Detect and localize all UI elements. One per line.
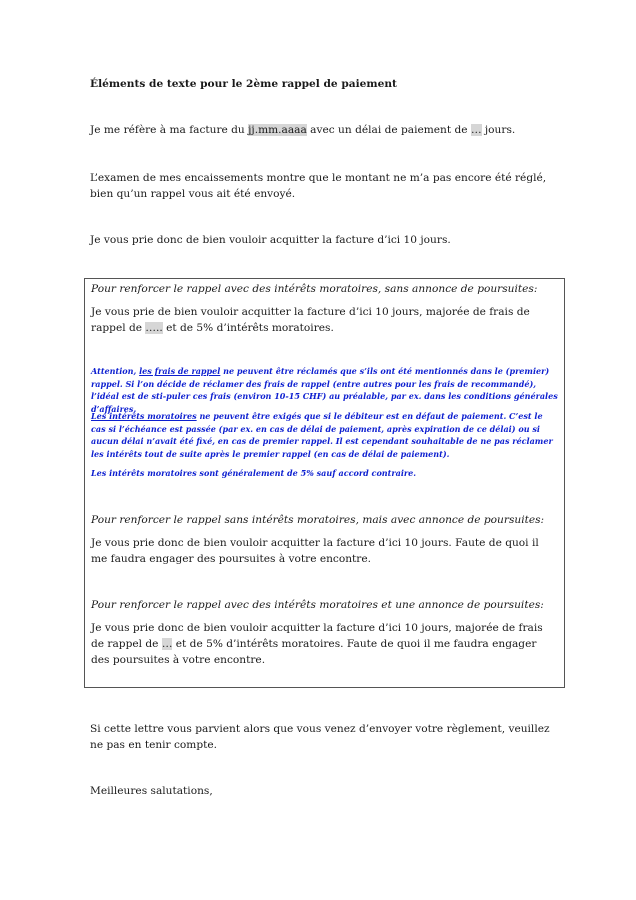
- date-placeholder: jj.mm.aaaa: [248, 124, 307, 136]
- option3-text-after: et de 5% d’intérêts moratoires. Faute de quoi il me faudra engager des poursuites à votre encontre.: [91, 638, 537, 666]
- para1-after: jours.: [481, 124, 516, 136]
- paragraph-invoice-reference: [90, 122, 560, 138]
- note-interest-rate: Les intérêts moratoires sont généralement de 5% sauf accord contraire.: [91, 468, 417, 478]
- option2-heading: Pour renforcer le rappel sans intérêts moratoires, mais avec annonce de poursuites:: [91, 514, 545, 526]
- para1-middle: avec un délai de paiement de: [306, 124, 471, 136]
- paragraph-payment-status: L’examen de mes encaissements montre que le montant ne m’a pas encore été réglé, bien qu’un rappel vous ait été envoyé.: [90, 172, 547, 200]
- option3-heading: Pour renforcer le rappel avec des intérêts moratoires et une annonce de poursuites:: [91, 599, 544, 611]
- option2-text: Je vous prie donc de bien vouloir acquitter la facture d’ici 10 jours. Faute de quoi il me faudra engager des poursuites à votre encontre.: [91, 537, 539, 565]
- option3-fee-placeholder: …: [161, 638, 173, 650]
- option1-fee-placeholder: …..: [145, 322, 163, 334]
- closing-salutation: Meilleures salutations,: [90, 785, 213, 797]
- note1-prefix: Attention,: [91, 366, 140, 376]
- note1-link[interactable]: les frais de rappel: [139, 366, 221, 376]
- note-default-interest: [91, 410, 559, 460]
- note-reminder-fees: [91, 365, 559, 415]
- option1-text-after: et de 5% d’intérêts moratoires.: [162, 322, 334, 334]
- note1-text: ne peuvent être réclamés que s’ils ont été mentionnés dans le (premier) rappel. Si l’on décide de réclamer des frais de rappel (entre autres pour les frais de recommandé), l’idéal est de sti-puler ces frais (environ 10-15 CHF) au préalable, par ex. dans les conditions générales d’affaires.: [91, 366, 558, 414]
- paragraph-payment-request: Je vous prie donc de bien vouloir acquitter la facture d’ici 10 jours.: [90, 234, 451, 246]
- document-title: Éléments de texte pour le 2ème rappel de paiement: [90, 78, 397, 90]
- option3-text: [91, 620, 557, 668]
- option1-heading: Pour renforcer le rappel avec des intérêts moratoires, sans annonce de poursuites:: [91, 283, 538, 295]
- option1-text-before: Je vous prie de bien vouloir acquitter la facture d’ici 10 jours, majorée de frais de rappel de: [91, 306, 530, 334]
- options-box: [84, 278, 565, 688]
- note2-link[interactable]: Les intérêts moratoires: [91, 411, 197, 421]
- para1-before: Je me réfère à ma facture du: [90, 124, 249, 136]
- paragraph-disregard: Si cette lettre vous parvient alors que vous venez d’envoyer votre règlement, veuillez ne pas en tenir compte.: [90, 723, 550, 751]
- days-placeholder: …: [470, 124, 482, 136]
- option1-text: [91, 304, 557, 336]
- note2-text: ne peuvent être exigés que si le débiteur est en défaut de paiement. C’est le cas si l’échéance est passée (par ex. en cas de délai de paiement, après expiration de ce délai) ou si aucun délai n’avait été fixé, en cas de premier rappel. Il est cependant souhaitable de ne pas réclamer les intérêts tout de suite après le premier rappel (en cas de délai de paiement).: [91, 411, 553, 459]
- option3-text-before: Je vous prie donc de bien vouloir acquitter la facture d’ici 10 jours, majorée de frais de rappel de: [91, 622, 543, 650]
